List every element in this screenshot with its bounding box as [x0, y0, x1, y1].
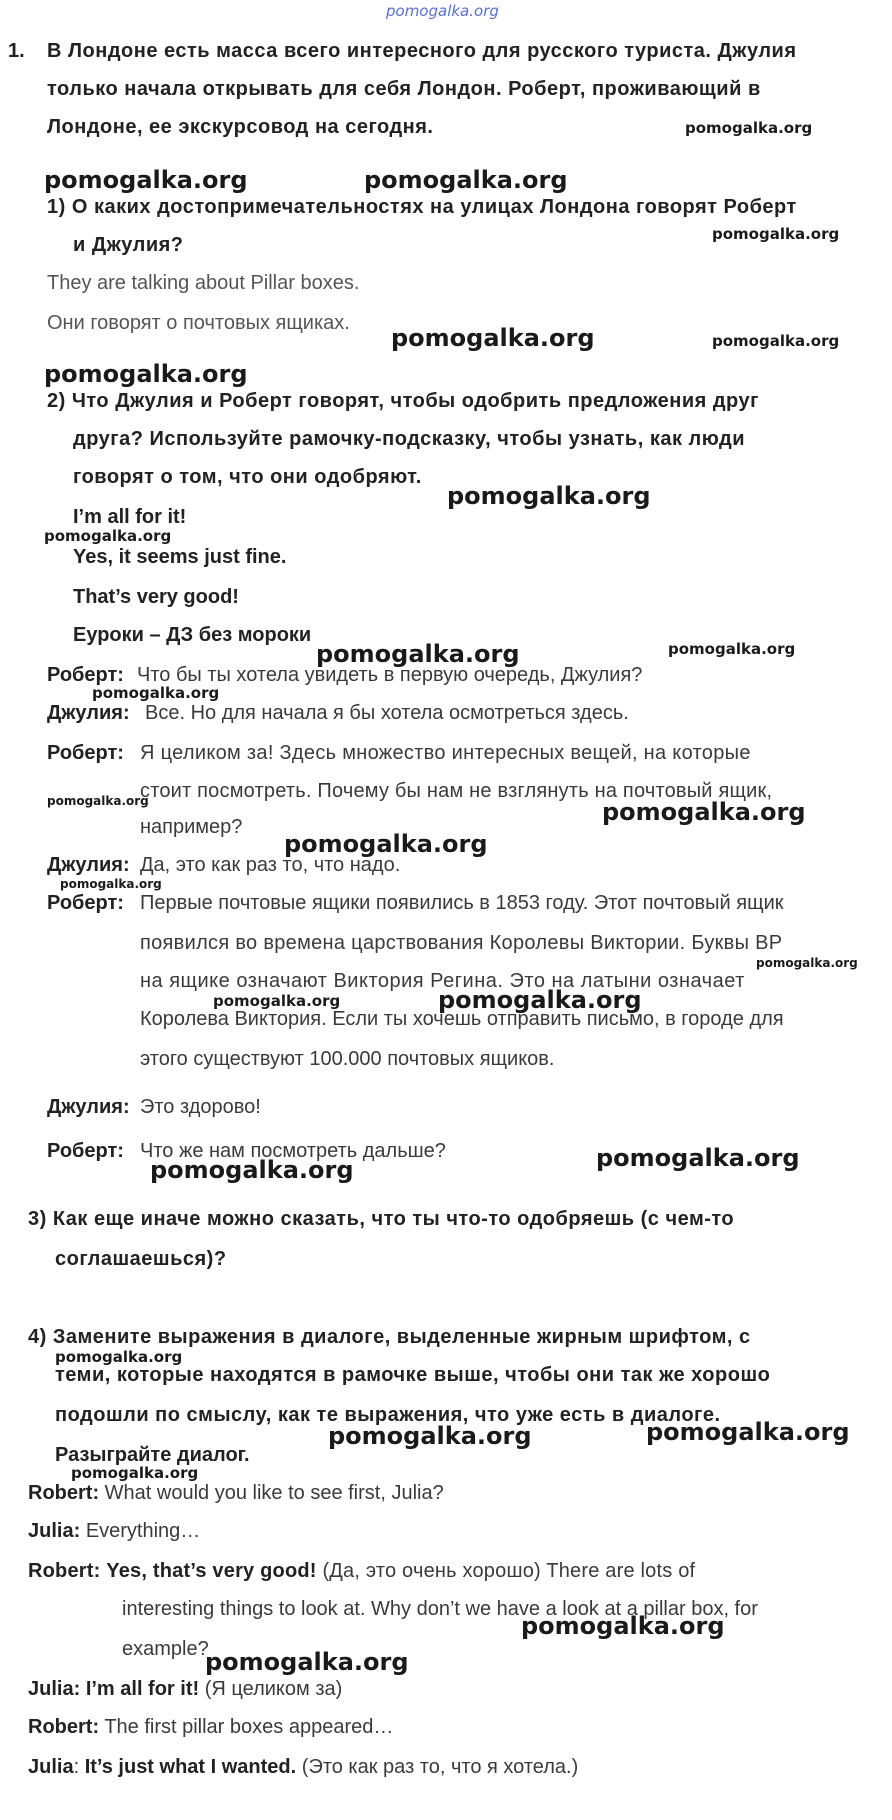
dialogue-line: появился во времена царствования Королевы Виктории. Буквы ВР [140, 932, 783, 954]
dialogue-text: (Это как раз то, что я хотела.) [301, 1756, 579, 1778]
watermark: pomogalka.org [92, 684, 220, 702]
dialogue-line: Все. Но для начала я бы хотела осмотреться здесь. [145, 702, 629, 724]
watermark: pomogalka.org [44, 166, 248, 194]
speaker-label: Роберт: [47, 1140, 124, 1162]
dialogue-text: (Я целиком за) [204, 1678, 343, 1700]
dialogue-line: например? [140, 816, 243, 838]
watermark: pomogalka.org [328, 1422, 532, 1450]
dialogue-line: Да, это как раз то, что надо. [140, 854, 401, 876]
speaker-label: Robert: [28, 1716, 100, 1738]
task-intro-line-3: Лондоне, ее экскурсовод на сегодня. [47, 116, 434, 138]
watermark: pomogalka.org [712, 225, 840, 243]
dialogue-line: Первые почтовые ящики появились в 1853 году. Этот почтовый ящик [140, 892, 784, 914]
dialogue-en-line-6 [28, 1756, 578, 1779]
watermark: pomogalka.org [316, 640, 520, 668]
speaker-label: Джулия: [47, 854, 130, 876]
dialogue-line: Королева Виктория. Если ты хочешь отправить письмо, в городе для [140, 1008, 784, 1030]
dialogue-en-line-4 [28, 1678, 342, 1701]
question-4-line-2: теми, которые находятся в рамочке выше, чтобы они так же хорошо [55, 1364, 771, 1386]
top-watermark: pomogalka.org [386, 2, 499, 20]
watermark: pomogalka.org [685, 119, 813, 137]
task-intro-line-2: только начала открывать для себя Лондон. Роберт, проживающий в [47, 78, 761, 100]
speaker-label: Julia [28, 1756, 74, 1778]
dialogue-line: Я целиком за! Здесь множество интересных вещей, на которые [140, 742, 751, 764]
watermark: pomogalka.org [712, 332, 840, 350]
dialogue-line: Что же нам посмотреть дальше? [140, 1140, 446, 1162]
dialogue-en-line-3 [28, 1560, 695, 1583]
phrase-2: Yes, it seems just fine. [73, 546, 287, 568]
bold-phrase: Yes, that’s very good! [106, 1560, 317, 1582]
answer-1-russian: Они говорят о почтовых ящиках. [47, 312, 350, 334]
bold-phrase: I’m all for it! [85, 1678, 200, 1700]
question-4-line-1: 4) Замените выражения в диалоге, выделенные жирным шрифтом, с [28, 1326, 751, 1348]
speaker-label: Роберт: [47, 892, 124, 914]
watermark: pomogalka.org [646, 1418, 850, 1446]
dialogue-text: What would you like to see first, Julia? [104, 1482, 444, 1504]
watermark: pomogalka.org [596, 1144, 800, 1172]
dialogue-text: The first pillar boxes appeared… [104, 1716, 394, 1738]
watermark: pomogalka.org [438, 986, 642, 1014]
speaker-label: Robert: [28, 1482, 100, 1504]
task-intro-line-1: В Лондоне есть масса всего интересного для русского туриста. Джулия [47, 40, 797, 62]
watermark: pomogalka.org [364, 166, 568, 194]
watermark: pomogalka.org [71, 1464, 199, 1482]
bold-phrase: It’s just what I wanted. [84, 1756, 297, 1778]
watermark: pomogalka.org [521, 1612, 725, 1640]
watermark: pomogalka.org [602, 798, 806, 826]
answer-1-english: They are talking about Pillar boxes. [47, 272, 360, 294]
dialogue-line: стоит посмотреть. Почему бы нам не взглянуть на почтовый ящик, [140, 780, 773, 802]
dialogue-line: этого существуют 100.000 почтовых ящиков. [140, 1048, 555, 1070]
dialogue-en-line-3b: interesting things to look at. Why don’t we have a look at a pillar box, for [122, 1598, 758, 1620]
watermark: pomogalka.org [55, 1348, 183, 1366]
dialogue-line: на ящике означают Виктория Регина. Это на латыни означает [140, 970, 745, 992]
speaker-label: Robert: [28, 1560, 101, 1582]
speaker-label: Роберт: [47, 742, 124, 764]
speaker-label: Джулия: [47, 1096, 130, 1118]
watermark: pomogalka.org [205, 1648, 409, 1676]
dialogue-en-line-5 [28, 1716, 393, 1739]
dialogue-line: Это здорово! [140, 1096, 261, 1118]
dialogue-text: (Да, это очень хорошо) There are lots of [322, 1560, 696, 1582]
dialogue-en-line-2 [28, 1520, 200, 1543]
dialogue-en-line-3c: example? [122, 1638, 209, 1660]
watermark: pomogalka.org [284, 830, 488, 858]
phrase-1: I’m all for it! [73, 506, 187, 528]
speaker-colon: : [73, 1756, 80, 1778]
watermark: pomogalka.org [44, 360, 248, 388]
dialogue-en-line-1 [28, 1482, 444, 1505]
question-4-line-4: Разыграйте диалог. [55, 1444, 250, 1466]
task-number: 1. [8, 40, 25, 62]
speaker-label: Роберт: [47, 664, 124, 686]
watermark: pomogalka.org [60, 877, 162, 891]
dialogue-text: Everything… [85, 1520, 201, 1542]
watermark: pomogalka.org [47, 794, 149, 808]
phrase-3: That’s very good! [73, 586, 239, 608]
watermark: pomogalka.org [756, 956, 858, 970]
speaker-label: Julia: [28, 1678, 81, 1700]
question-1-line-1: 1) О каких достопримечательностях на улицах Лондона говорят Роберт [47, 196, 797, 218]
watermark: pomogalka.org [447, 482, 651, 510]
phrase-4: Еуроки – ДЗ без мороки [73, 624, 312, 646]
watermark: pomogalka.org [44, 527, 172, 545]
question-2-line-3: говорят о том, что они одобряют. [73, 466, 422, 488]
question-2-line-2: друга? Используйте рамочку-подсказку, чтобы узнать, как люди [73, 428, 746, 450]
watermark: pomogalka.org [150, 1156, 354, 1184]
speaker-label: Джулия: [47, 702, 130, 724]
watermark: pomogalka.org [391, 324, 595, 352]
question-1-line-2: и Джулия? [73, 234, 184, 256]
speaker-label: Julia: [28, 1520, 81, 1542]
watermark: pomogalka.org [213, 992, 341, 1010]
question-3-line-2: соглашаешься)? [55, 1248, 227, 1270]
question-4-line-3: подошли по смыслу, как те выражения, что уже есть в диалоге. [55, 1404, 721, 1426]
question-3-line-1: 3) Как еще иначе можно сказать, что ты что-то одобряешь (с чем-то [28, 1208, 735, 1230]
dialogue-line: Что бы ты хотела увидеть в первую очередь, Джулия? [137, 664, 643, 686]
question-2-line-1: 2) Что Джулия и Роберт говорят, чтобы одобрить предложения друг [47, 390, 759, 412]
watermark: pomogalka.org [668, 640, 796, 658]
